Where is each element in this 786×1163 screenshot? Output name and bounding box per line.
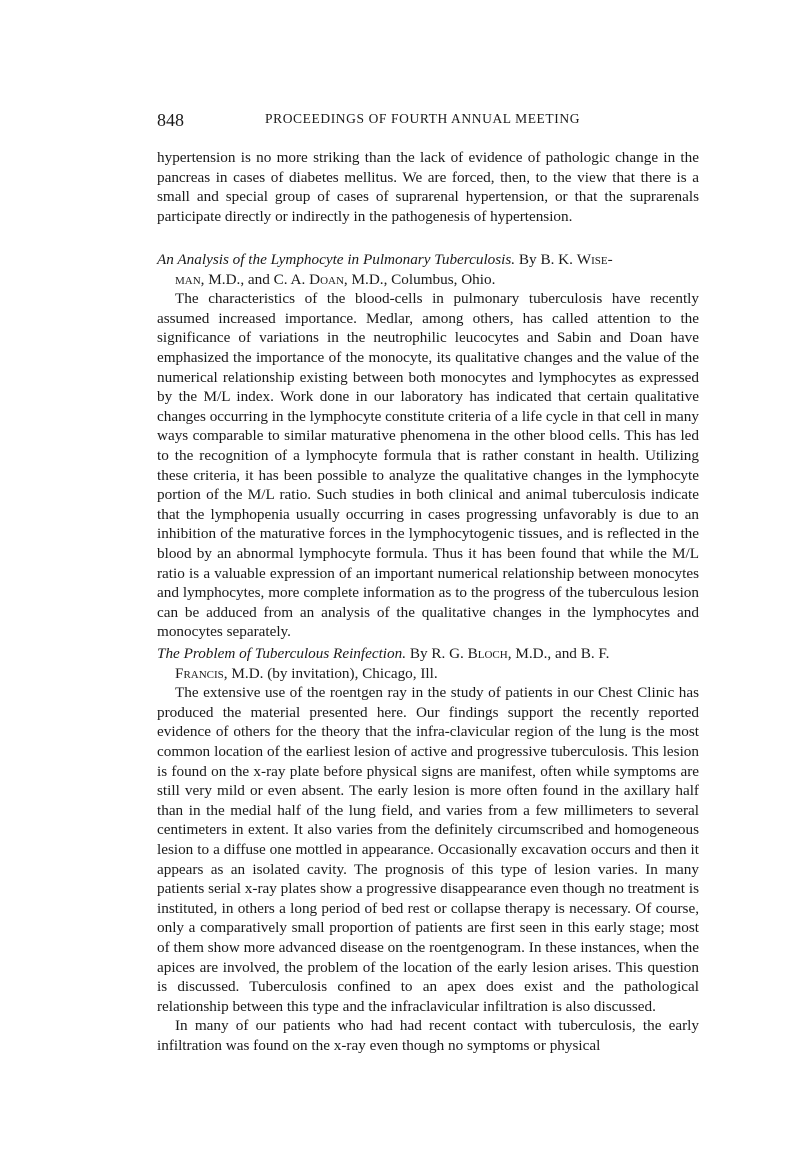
abstract-reinfection [157,644,699,1055]
page-header [157,110,699,134]
author-name: Doan [309,270,344,288]
running-head: PROCEEDINGS OF FOURTH ANNUAL MEETING [265,111,581,126]
abstract-heading: An Analysis of the Lymphocyte in Pulmonary Tuberculosis. By B. K. Wise- man, M.D., and C. A. Doan, M.D., Columbus, Ohio. [157,251,613,288]
abstract-title: The Problem of Tuberculous Reinfection. [157,645,407,662]
abstract-body: The characteristics of the blood-cells in pulmonary tuberculosis have recently assumed increased importance. Medlar, among others, has called attention to the significance of variations in the neutrophilic leucocytes and Sabin and Doan have emphasized the importance of the monocyte, its qualitative changes and the value of the numerical relationship existing between both monocytes and lymphocytes as expressed by the M/L index. Work done in our laboratory has indicated that certain qualitative changes occurring in the lymphocyte constitute criteria of a life cycle in that cell in many ways comparable to similar maturative phenomena in the other blood cells. This has led to the recognition of a lymphocyte formula that is rather constant in health. Utilizing these criteria, it has been possible to analyze the qualitative changes in the lymphocyte portion of the M/L ratio. Such studies in both clinical and animal tuberculosis indicate that the lymphopenia usually occurring in cases progressing unfavorably is due to an inhibition of the maturative forces in the lymphocytogenic tissues, and is reflected in the blood by an abnormal lymphocyte formula. Thus it has been found that while the M/L ratio is a valuable expression of an important numerical relationship between monocytes and lymphocytes, more complete information as to the progress of the tuberculous lesion can be adduced from an analysis of the qualitative changes in the lymphocytes and monocytes separately. [157,290,699,641]
author-name: man [175,270,201,288]
continuation-block [157,148,699,226]
page-number: 848 [157,110,184,130]
author-name: Wise- [576,251,613,268]
author-name: Francis [175,664,224,682]
abstract-lymphocyte [157,250,699,642]
abstract-body: The extensive use of the roentgen ray in the study of patients in our Chest Clinic has produced the material presented here. Our findings support the recently reported evidence of others for the theory that the infra-clavicular region of the lung is the most common location of the earliest lesion of active and progressive tuberculosis. This lesion is found on the x-ray plate before physical signs are manifest, often while symptoms are still very mild or even absent. The early lesion is more often found in the axillary half than in the medial half of the lung field, and varies from a few millimeters to several centimeters in extent. It also varies from the definitely circumscribed and homogeneous lesion to a diffuse one mottled in appearance. Occasionally excavation occurs and then it appears as an isolated cavity. The prognosis of this type of lesion varies. In many patients serial x-ray plates show a progressive disappearance even though no treatment is instituted, in others a long period of bed rest or collapse therapy is necessary. Of course, only a comparatively small proportion of patients are first seen in this early stage; most of them show more advanced disease on the roentgenogram. In these instances, when the apices are involved, the problem of the location of the early lesion arises. This question is discussed. Tuberculosis confined to an apex does exist and the pathological relationship between this type and the infraclavicular infiltration is also discussed. [157,684,699,1015]
abstract-heading: The Problem of Tuberculous Reinfection. By R. G. Bloch, M.D., and B. F. Francis, M.D. (by invitation), Chicago, Ill. [157,645,610,682]
abstract-title: An Analysis of the Lymphocyte in Pulmonary Tuberculosis. [157,251,516,268]
abstract-body-continued: In many of our patients who had had recent contact with tuberculosis, the early infiltration was found on the x-ray even though no symptoms or physical [157,1017,699,1054]
continuation-paragraph: hypertension is no more striking than the lack of evidence of pathologic change in the pancreas in cases of diabetes mellitus. We are forced, then, to the view that there is a small and special group of cases of suprarenal hypertension, or that the suprarenals participate directly or indirectly in the pathogenesis of hypertension. [157,149,699,225]
author-name: Bloch [467,645,508,662]
